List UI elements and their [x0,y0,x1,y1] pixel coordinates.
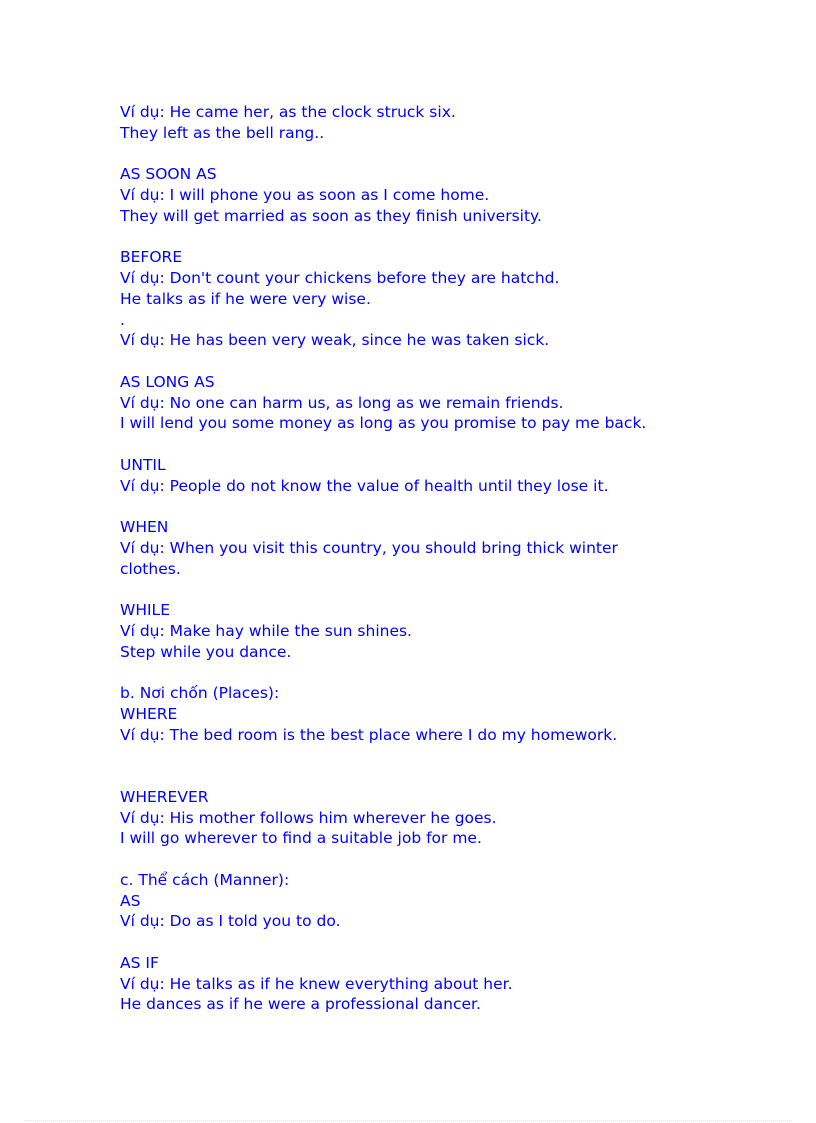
example-line: Ví dụ: He came her, as the clock struck six. [120,103,456,121]
example-line: Ví dụ: His mother follows him wherever he goes. [120,808,497,827]
blank-line [120,932,680,953]
blank-line [120,227,680,248]
example-line: They will get married as soon as they finish university. [120,206,542,225]
example-line: He talks as if he were very wise. [120,289,371,308]
example-line: Ví dụ: Do as I told you to do. [120,912,341,931]
example-line: Ví dụ: I will phone you as soon as I come home. [120,186,490,204]
example-line: Ví dụ: When you visit this country, you should bring thick winter [120,538,618,557]
blank-line [120,579,680,600]
blank-line [120,496,680,517]
example-line: I will lend you some money as long as you promise to pay me back. [120,414,647,433]
page-bottom-divider [24,1120,792,1121]
blank-line [120,351,680,372]
example-line: They left as the bell rang.. [120,123,325,142]
blank-line [120,745,680,766]
example-line: Ví dụ: People do not know the value of health until they lose it. [120,476,609,495]
category-heading: b. Nơi chốn (Places): [120,684,280,702]
section-heading: UNTIL [120,455,166,474]
blank-line [120,849,680,870]
blank-line [120,144,680,165]
blank-line [120,434,680,455]
section-heading: AS LONG AS [120,372,215,391]
category-heading: c. Thể cách (Manner): [120,870,290,889]
section-heading: WHILE [120,601,170,619]
section-heading: WHERE [120,704,178,723]
section-heading: AS [120,891,141,910]
section-heading: WHEREVER [120,787,209,806]
example-line: Ví dụ: Don't count your chickens before they are hatchd. [120,269,560,287]
example-line: clothes. [120,559,181,578]
example-line: I will go wherever to find a suitable job for me. [120,829,482,848]
dot-line: . [120,310,125,329]
blank-line [120,766,680,787]
example-line: Ví dụ: He talks as if he knew everything about her. [120,974,513,993]
section-heading: AS IF [120,953,159,972]
example-line: Ví dụ: Make hay while the sun shines. [120,621,412,640]
example-line: Ví dụ: He has been very weak, since he was taken sick. [120,331,550,350]
section-heading: BEFORE [120,248,183,267]
section-heading: AS SOON AS [120,165,217,184]
example-line: Ví dụ: The bed room is the best place where I do my homework. [120,725,618,744]
example-line: He dances as if he were a professional dancer. [120,995,481,1014]
blank-line [120,662,680,683]
document-body [120,102,680,1015]
section-heading: WHEN [120,518,169,536]
example-line: Ví dụ: No one can harm us, as long as we remain friends. [120,393,564,412]
example-line: Step while you dance. [120,642,292,661]
